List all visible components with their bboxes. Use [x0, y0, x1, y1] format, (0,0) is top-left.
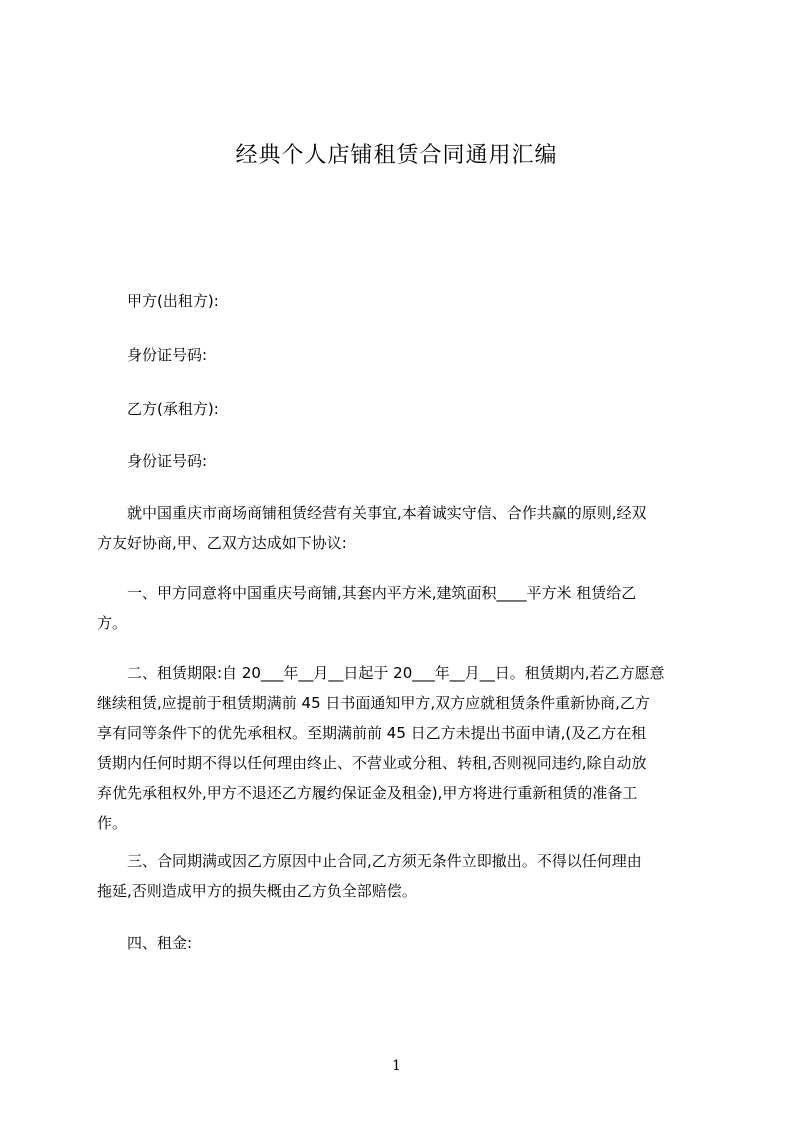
- paragraph-line: 二、租赁期限:自 20___年__月__日起于 20___年__月__日。租赁期内,若乙方愿意: [97, 664, 665, 682]
- paragraph-line: 方。: [97, 614, 128, 632]
- paragraph-line: 享有同等条件下的优先承租权。至期满前前 45 日乙方未提出书面申请,(及乙方在租: [97, 724, 647, 742]
- paragraph-line: 甲方(出租方):: [97, 292, 219, 310]
- paragraph-line: 赁期内任何时期不得以任何理由终止、不营业或分租、转租,否则视同违约,除自动放: [97, 754, 647, 772]
- paragraph-preamble: [97, 498, 717, 558]
- paragraph-line: 拖延,否则造成甲方的损失概由乙方负全部赔偿。: [97, 882, 417, 900]
- paragraph-line: 弃优先承租权外,甲方不退还乙方履约保证金及租金),甲方将进行重新租赁的准备工: [97, 784, 638, 802]
- paragraph-party-b: [97, 394, 717, 424]
- clause-1: [97, 578, 717, 638]
- paragraph-party-a: [97, 286, 717, 316]
- page-number: 1: [392, 1058, 401, 1074]
- paragraph-line: 三、合同期满或因乙方原因中止合同,乙方须无条件立即撤出。不得以任何理由: [97, 852, 642, 870]
- paragraph-line: 乙方(承租方):: [97, 400, 219, 418]
- paragraph-line: 就中国重庆市商场商铺租赁经营有关事宜,本着诚实守信、合作共赢的原则,经双: [97, 504, 647, 522]
- paragraph-line: 继续租赁,应提前于租赁期满前 45 日书面通知甲方,双方应就租赁条件重新协商,乙方: [97, 694, 650, 712]
- paragraph-line: 身份证号码:: [97, 346, 208, 364]
- paragraph-line: 身份证号码:: [97, 452, 208, 470]
- clause-2: [97, 658, 717, 838]
- document-title: 经典个人店铺租赁合同通用汇编: [235, 143, 558, 168]
- paragraph-party-a-id: [97, 340, 717, 370]
- paragraph-line: 一、甲方同意将中国重庆号商铺,其套内平方米,建筑面积____平方米 租赁给乙: [97, 584, 637, 602]
- clause-3: [97, 846, 717, 906]
- paragraph-line: 方友好协商,甲、乙双方达成如下协议:: [97, 534, 347, 552]
- paragraph-party-b-id: [97, 446, 717, 476]
- paragraph-line: 作。: [97, 814, 128, 832]
- clause-4: [97, 928, 717, 958]
- paragraph-line: 四、租金:: [97, 934, 193, 952]
